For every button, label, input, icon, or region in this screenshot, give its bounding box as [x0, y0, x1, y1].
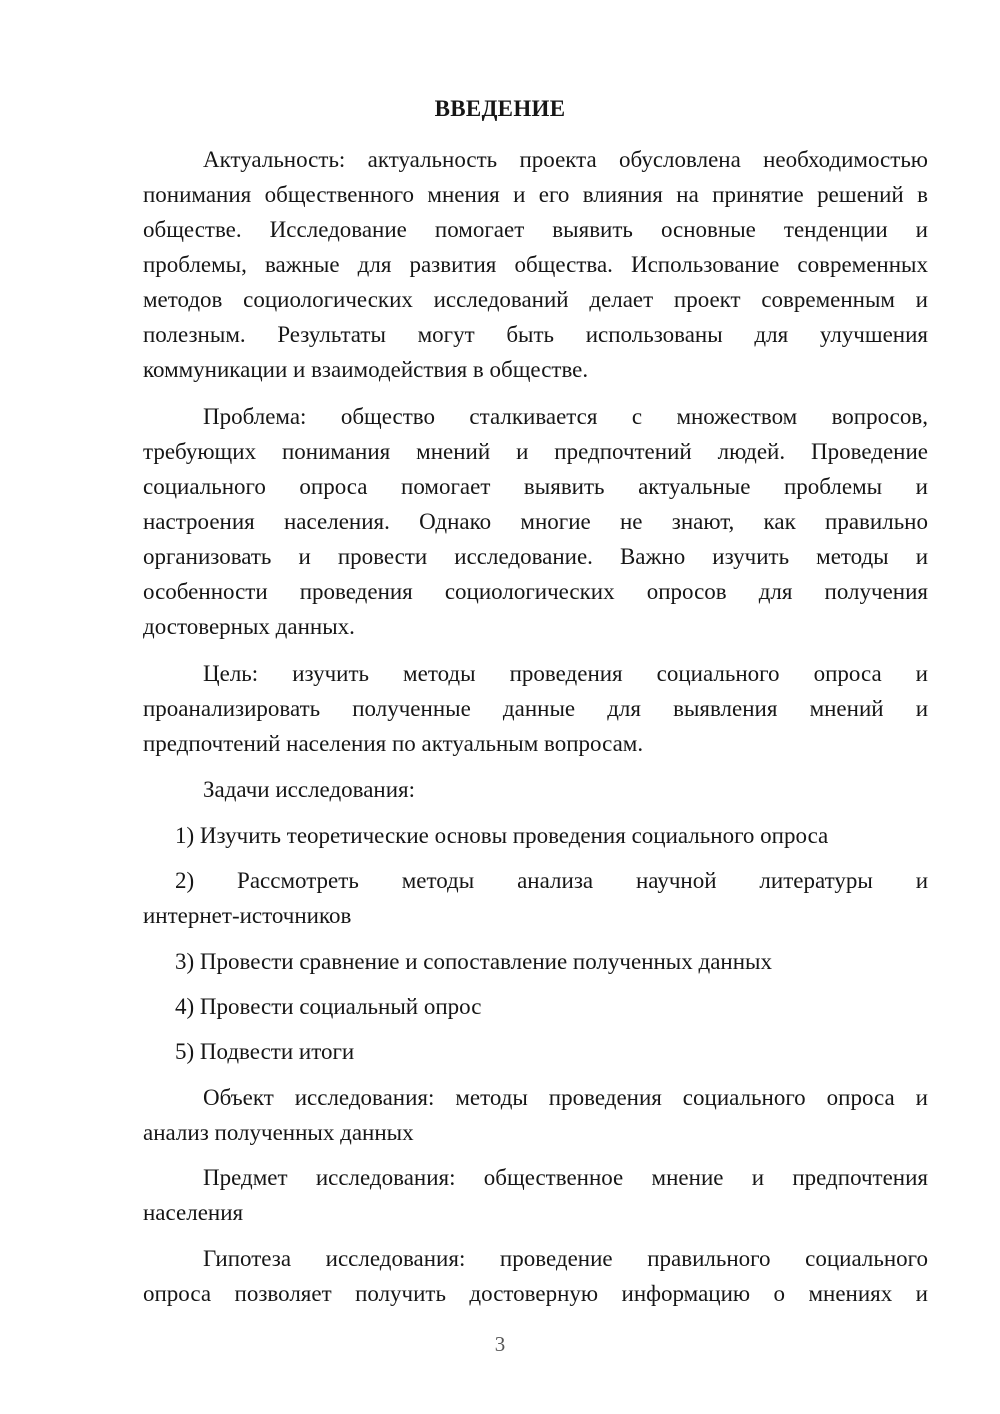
text-line: Гипотеза исследования: проведение правильного социального: [203, 1246, 928, 1271]
text-line: достоверных данных.: [143, 614, 355, 639]
text-line: Объект исследования: методы проведения социального опроса и: [203, 1085, 928, 1110]
task-item-1: [143, 818, 928, 853]
paragraph-relevance: [143, 142, 928, 387]
text-line: социального опроса помогает выявить актуальные проблемы и: [143, 474, 928, 499]
text-line: обществе. Исследование помогает выявить основные тенденции и: [143, 217, 928, 242]
paragraph-goal: [143, 656, 928, 761]
paragraph-problem: [143, 399, 928, 644]
text-line: Задачи исследования:: [203, 777, 416, 802]
paragraph-object: [143, 1080, 928, 1150]
text-line: Предмет исследования: общественное мнение и предпочтения: [203, 1165, 928, 1190]
text-line: 3) Провести сравнение и сопоставление полученных данных: [175, 949, 772, 974]
text-line: коммуникации и взаимодействия в обществе.: [143, 357, 589, 382]
text-line: понимания общественного мнения и его влияния на принятие решений в: [143, 182, 928, 207]
text-line: интернет-источников: [143, 903, 352, 928]
task-item-2: [143, 863, 928, 933]
text-line: Проблема: общество сталкивается с множеством вопросов,: [203, 404, 928, 429]
task-item-5: [143, 1034, 928, 1069]
text-line: проблемы, важные для развития общества. Использование современных: [143, 252, 928, 277]
text-line: организовать и провести исследование. Важно изучить методы и: [143, 544, 928, 569]
task-item-3: [143, 944, 928, 979]
tasks-heading: [143, 772, 928, 807]
text-line: 2) Рассмотреть методы анализа научной литературы и: [175, 868, 928, 893]
task-item-4: [143, 989, 928, 1024]
text-line: предпочтений населения по актуальным вопросам.: [143, 731, 644, 756]
text-line: 1) Изучить теоретические основы проведения социального опроса: [175, 823, 829, 848]
text-line: полезным. Результаты могут быть использованы для улучшения: [143, 322, 928, 347]
text-line: 4) Провести социальный опрос: [175, 994, 482, 1019]
page-number: 3: [494, 1332, 506, 1356]
text-line: проанализировать полученные данные для выявления мнений и: [143, 696, 928, 721]
page-title: ВВЕДЕНИЕ: [434, 96, 566, 121]
text-line: опроса позволяет получить достоверную информацию о мнениях и: [143, 1281, 928, 1306]
text-line: Актуальность: актуальность проекта обусловлена необходимостью: [203, 147, 928, 172]
text-line: особенности проведения социологических опросов для получения: [143, 579, 928, 604]
text-line: настроения населения. Однако многие не знают, как правильно: [143, 509, 928, 534]
text-line: методов социологических исследований делает проект современным и: [143, 287, 928, 312]
text-line: анализ полученных данных: [143, 1120, 414, 1145]
text-line: требующих понимания мнений и предпочтений людей. Проведение: [143, 439, 928, 464]
paragraph-subject: [143, 1160, 928, 1230]
text-line: населения: [143, 1200, 244, 1225]
text-line: 5) Подвести итоги: [175, 1039, 355, 1064]
text-line: Цель: изучить методы проведения социального опроса и: [203, 661, 928, 686]
paragraph-hypothesis: [143, 1241, 928, 1311]
